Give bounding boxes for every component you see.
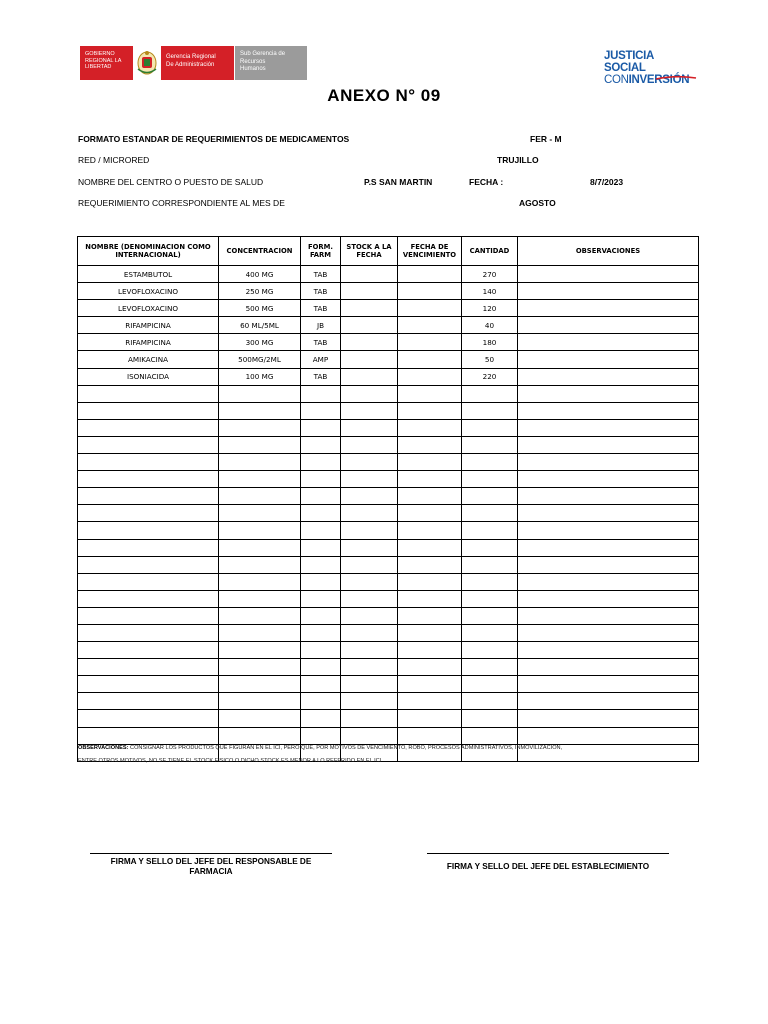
cell-concentracion: 500MG/2ML (219, 351, 301, 368)
cell-stock (341, 471, 398, 488)
cell-cantidad (462, 402, 518, 419)
cell-form-farm (301, 454, 341, 471)
cell-nombre (78, 471, 219, 488)
cell-vencimiento (398, 266, 462, 283)
cell-stock (341, 624, 398, 641)
cell-observaciones (518, 710, 699, 727)
cell-observaciones (518, 676, 699, 693)
cell-cantidad: 40 (462, 317, 518, 334)
cell-stock (341, 590, 398, 607)
cell-cantidad (462, 727, 518, 744)
cell-observaciones (518, 727, 699, 744)
cell-concentracion (219, 624, 301, 641)
table-row (78, 385, 699, 402)
cell-cantidad (462, 676, 518, 693)
cell-cantidad: 220 (462, 368, 518, 385)
cell-concentracion (219, 710, 301, 727)
cell-form-farm: TAB (301, 266, 341, 283)
cell-concentracion (219, 488, 301, 505)
requerimiento-label: REQUERIMIENTO CORRESPONDIENTE AL MES DE (78, 198, 285, 208)
cell-concentracion: 400 MG (219, 266, 301, 283)
gobierno-regional-logo (80, 46, 307, 80)
cell-nombre (78, 590, 219, 607)
table-row (78, 402, 699, 419)
sub-gerencia-block (234, 46, 307, 80)
cell-cantidad (462, 436, 518, 453)
cell-observaciones (518, 419, 699, 436)
cell-vencimiento (398, 385, 462, 402)
red-label: RED / MICRORED (78, 155, 150, 165)
table-row (78, 607, 699, 624)
table-body (78, 266, 699, 762)
table-row (78, 539, 699, 556)
cell-form-farm: AMP (301, 351, 341, 368)
cell-observaciones (518, 556, 699, 573)
observaciones-note-line-1 (78, 745, 562, 751)
gob-text-2: REGIONAL LA (85, 57, 122, 64)
cell-cantidad: 180 (462, 334, 518, 351)
cell-cantidad (462, 624, 518, 641)
slogan-inversion: INVERSIÓN (628, 74, 690, 86)
table-row (78, 659, 699, 676)
cell-cantidad (462, 659, 518, 676)
red-value: TRUJILLO (497, 155, 539, 165)
table-row (78, 300, 699, 317)
table-row (78, 556, 699, 573)
cell-concentracion (219, 505, 301, 522)
cell-concentracion: 250 MG (219, 283, 301, 300)
cell-nombre (78, 607, 219, 624)
cell-nombre (78, 419, 219, 436)
cell-concentracion (219, 727, 301, 744)
cell-observaciones (518, 283, 699, 300)
cell-observaciones (518, 624, 699, 641)
cell-nombre (78, 642, 219, 659)
cell-cantidad: 140 (462, 283, 518, 300)
centro-label: NOMBRE DEL CENTRO O PUESTO DE SALUD (78, 177, 264, 187)
table-row (78, 624, 699, 641)
cell-observaciones (518, 454, 699, 471)
cell-nombre (78, 385, 219, 402)
sub-gerencia-text-3: Humanos (240, 66, 266, 72)
observaciones-note-line-2 (78, 758, 381, 764)
cell-form-farm (301, 419, 341, 436)
cell-concentracion (219, 454, 301, 471)
cell-nombre: RIFAMPICINA (78, 334, 219, 351)
cell-concentracion (219, 522, 301, 539)
cell-stock (341, 607, 398, 624)
cell-concentracion (219, 402, 301, 419)
col-header-vencimiento: FECHA DE VENCIMIENTO (398, 237, 462, 266)
cell-cantidad (462, 505, 518, 522)
cell-nombre (78, 727, 219, 744)
cell-vencimiento (398, 402, 462, 419)
cell-stock (341, 351, 398, 368)
cell-cantidad: 50 (462, 351, 518, 368)
gob-text-1: GOBIERNO (85, 51, 115, 57)
table-row (78, 334, 699, 351)
table-row (78, 693, 699, 710)
cell-vencimiento (398, 283, 462, 300)
cell-stock (341, 710, 398, 727)
cell-stock (341, 642, 398, 659)
cell-form-farm (301, 590, 341, 607)
cell-vencimiento (398, 334, 462, 351)
table-row (78, 590, 699, 607)
table-row (78, 522, 699, 539)
col-header-concentracion: CONCENTRACION (219, 237, 301, 266)
cell-concentracion (219, 693, 301, 710)
cell-observaciones (518, 590, 699, 607)
cell-cantidad (462, 607, 518, 624)
observaciones-text-1: CONSIGNAR LOS PRODUCTOS QUE FIGURAN EN EL ICI, PERO QUE, POR MOTIVOS DE VENCIMIENTO, ROBO, PROCESOS ADMINISTRATIVOS, INMOVILIZACION, (128, 745, 563, 751)
requerimiento-value: AGOSTO (519, 198, 556, 208)
cell-nombre (78, 539, 219, 556)
cell-nombre (78, 624, 219, 641)
cell-observaciones (518, 368, 699, 385)
cell-concentracion (219, 642, 301, 659)
cell-form-farm (301, 573, 341, 590)
cell-observaciones (518, 522, 699, 539)
table-row (78, 436, 699, 453)
col-header-observaciones: OBSERVACIONES (518, 237, 699, 266)
centro-value: P.S SAN MARTIN (364, 177, 433, 187)
cell-stock (341, 283, 398, 300)
cell-stock (341, 419, 398, 436)
table-row (78, 710, 699, 727)
gobierno-regional-block (80, 46, 133, 80)
cell-stock (341, 522, 398, 539)
table-row (78, 454, 699, 471)
cell-stock (341, 505, 398, 522)
cell-vencimiento (398, 659, 462, 676)
gerencia-text-2: De Administración (166, 61, 215, 68)
cell-vencimiento (398, 573, 462, 590)
cell-observaciones (518, 266, 699, 283)
table-row (78, 727, 699, 744)
table-row (78, 419, 699, 436)
cell-nombre (78, 676, 219, 693)
cell-nombre: ESTAMBUTOL (78, 266, 219, 283)
cell-nombre (78, 573, 219, 590)
observaciones-text-2: ENTRE OTROS MOTIVOS, NO SE TIENE EL STOCK FISICO O DICHO STOCK ES MENOR A LO REFERIDO EN EL ICI (78, 758, 382, 764)
cell-vencimiento (398, 642, 462, 659)
cell-observaciones (518, 693, 699, 710)
sub-gerencia-text-1: Sub Gerencia de (240, 51, 286, 57)
cell-concentracion: 500 MG (219, 300, 301, 317)
observaciones-label: OBSERVACIONES: (78, 745, 129, 751)
cell-stock (341, 266, 398, 283)
cell-form-farm (301, 710, 341, 727)
cell-stock (341, 727, 398, 744)
cell-cantidad (462, 710, 518, 727)
cell-form-farm: TAB (301, 300, 341, 317)
cell-nombre: LEVOFLOXACINO (78, 300, 219, 317)
cell-stock (341, 573, 398, 590)
cell-form-farm: TAB (301, 334, 341, 351)
cell-cantidad (462, 573, 518, 590)
cell-observaciones (518, 436, 699, 453)
cell-observaciones (518, 317, 699, 334)
slogan-con: CON (604, 74, 629, 86)
cell-stock (341, 300, 398, 317)
medication-requirements-table (77, 236, 699, 762)
cell-stock (341, 317, 398, 334)
cell-concentracion (219, 590, 301, 607)
cell-concentracion: 60 ML/5ML (219, 317, 301, 334)
justicia-social-logo (604, 50, 694, 86)
table-row (78, 283, 699, 300)
cell-cantidad (462, 488, 518, 505)
cell-observaciones (518, 488, 699, 505)
cell-vencimiento (398, 300, 462, 317)
cell-observaciones (518, 300, 699, 317)
cell-concentracion (219, 573, 301, 590)
cell-form-farm (301, 693, 341, 710)
cell-form-farm (301, 522, 341, 539)
cell-cantidad: 270 (462, 266, 518, 283)
signature-label-left: FIRMA Y SELLO DEL JEFE DEL RESPONSABLE DE FARMACIA (110, 857, 312, 876)
cell-vencimiento (398, 556, 462, 573)
col-header-nombre: NOMBRE (DENOMINACION COMO INTERNACIONAL) (78, 237, 219, 266)
cell-stock (341, 556, 398, 573)
table-row (78, 505, 699, 522)
cell-form-farm (301, 624, 341, 641)
cell-form-farm (301, 385, 341, 402)
cell-stock (341, 368, 398, 385)
cell-form-farm: TAB (301, 283, 341, 300)
cell-cantidad (462, 693, 518, 710)
cell-cantidad (462, 522, 518, 539)
fecha-value: 8/7/2023 (590, 177, 624, 187)
slogan-swoosh-icon (654, 75, 698, 81)
cell-cantidad (462, 454, 518, 471)
cell-stock (341, 539, 398, 556)
cell-stock (341, 454, 398, 471)
cell-form-farm (301, 659, 341, 676)
cell-observaciones (518, 659, 699, 676)
cell-nombre (78, 505, 219, 522)
table-row (78, 573, 699, 590)
cell-nombre: AMIKACINA (78, 351, 219, 368)
cell-vencimiento (398, 351, 462, 368)
cell-vencimiento (398, 607, 462, 624)
cell-cantidad (462, 419, 518, 436)
signature-label-right: FIRMA Y SELLO DEL JEFE DEL ESTABLECIMIENTO (446, 862, 650, 871)
table-header-row (78, 237, 699, 266)
cell-nombre: ISONIACIDA (78, 368, 219, 385)
col-header-stock: STOCK A LA FECHA (341, 237, 398, 266)
cell-nombre (78, 693, 219, 710)
cell-form-farm (301, 436, 341, 453)
cell-form-farm (301, 556, 341, 573)
cell-form-farm (301, 505, 341, 522)
gob-text-3: LIBERTAD (85, 64, 112, 70)
cell-concentracion (219, 436, 301, 453)
cell-vencimiento (398, 505, 462, 522)
cell-observaciones (518, 573, 699, 590)
cell-vencimiento (398, 488, 462, 505)
cell-concentracion (219, 607, 301, 624)
regional-crest-icon (133, 46, 160, 80)
cell-form-farm (301, 676, 341, 693)
cell-nombre (78, 710, 219, 727)
cell-form-farm (301, 402, 341, 419)
cell-concentracion: 100 MG (219, 368, 301, 385)
cell-concentracion (219, 385, 301, 402)
cell-nombre (78, 402, 219, 419)
formato-label: FORMATO ESTANDAR DE REQUERIMIENTOS DE MEDICAMENTOS (78, 134, 350, 144)
cell-nombre (78, 436, 219, 453)
cell-nombre (78, 659, 219, 676)
cell-vencimiento (398, 317, 462, 334)
cell-concentracion (219, 676, 301, 693)
cell-vencimiento (398, 624, 462, 641)
cell-observaciones (518, 642, 699, 659)
cell-form-farm (301, 607, 341, 624)
cell-stock (341, 676, 398, 693)
cell-concentracion (219, 659, 301, 676)
cell-nombre (78, 454, 219, 471)
signature-line-right (427, 853, 669, 854)
cell-cantidad (462, 642, 518, 659)
cell-observaciones (518, 505, 699, 522)
table-row (78, 266, 699, 283)
cell-vencimiento (398, 419, 462, 436)
col-header-cantidad: CANTIDAD (462, 237, 518, 266)
cell-observaciones (518, 539, 699, 556)
cell-concentracion (219, 556, 301, 573)
table-row (78, 351, 699, 368)
cell-form-farm (301, 539, 341, 556)
cell-cantidad (462, 385, 518, 402)
cell-vencimiento (398, 693, 462, 710)
cell-nombre: LEVOFLOXACINO (78, 283, 219, 300)
cell-vencimiento (398, 727, 462, 744)
cell-observaciones (518, 607, 699, 624)
cell-concentracion (219, 419, 301, 436)
gerencia-regional-block (160, 46, 234, 80)
cell-observaciones (518, 471, 699, 488)
slogan-line-1: JUSTICIA SOCIAL (604, 50, 654, 74)
cell-observaciones (518, 334, 699, 351)
cell-cantidad (462, 539, 518, 556)
cell-vencimiento (398, 368, 462, 385)
cell-concentracion (219, 539, 301, 556)
cell-form-farm (301, 488, 341, 505)
sub-gerencia-text-2: Recursos (240, 58, 266, 65)
cell-stock (341, 436, 398, 453)
cell-stock (341, 385, 398, 402)
cell-observaciones (518, 351, 699, 368)
table-row (78, 676, 699, 693)
cell-observaciones (518, 385, 699, 402)
cell-nombre (78, 522, 219, 539)
cell-cantidad: 120 (462, 300, 518, 317)
cell-form-farm: TAB (301, 368, 341, 385)
cell-nombre (78, 556, 219, 573)
cell-form-farm: JB (301, 317, 341, 334)
table-row (78, 368, 699, 385)
cell-nombre: RIFAMPICINA (78, 317, 219, 334)
cell-vencimiento (398, 539, 462, 556)
cell-stock (341, 693, 398, 710)
cell-vencimiento (398, 436, 462, 453)
cell-concentracion: 300 MG (219, 334, 301, 351)
cell-stock (341, 334, 398, 351)
fecha-label: FECHA : (469, 177, 504, 187)
cell-vencimiento (398, 471, 462, 488)
cell-stock (341, 402, 398, 419)
cell-vencimiento (398, 454, 462, 471)
cell-concentracion (219, 471, 301, 488)
table-row (78, 642, 699, 659)
cell-cantidad (462, 590, 518, 607)
cell-form-farm (301, 727, 341, 744)
cell-form-farm (301, 642, 341, 659)
table-row (78, 317, 699, 334)
formato-code: FER - M (530, 134, 562, 144)
signature-line-left (90, 853, 332, 854)
cell-stock (341, 659, 398, 676)
cell-nombre (78, 488, 219, 505)
gerencia-text-1: Gerencia Regional (166, 54, 216, 60)
col-header-form-farm: FORM. FARM (301, 237, 341, 266)
cell-vencimiento (398, 710, 462, 727)
table-row (78, 488, 699, 505)
cell-observaciones (518, 402, 699, 419)
cell-cantidad (462, 471, 518, 488)
document-title: ANEXO N° 09 (327, 86, 441, 105)
cell-vencimiento (398, 522, 462, 539)
cell-form-farm (301, 471, 341, 488)
cell-vencimiento (398, 590, 462, 607)
cell-vencimiento (398, 676, 462, 693)
table-row (78, 471, 699, 488)
cell-cantidad (462, 556, 518, 573)
cell-stock (341, 488, 398, 505)
